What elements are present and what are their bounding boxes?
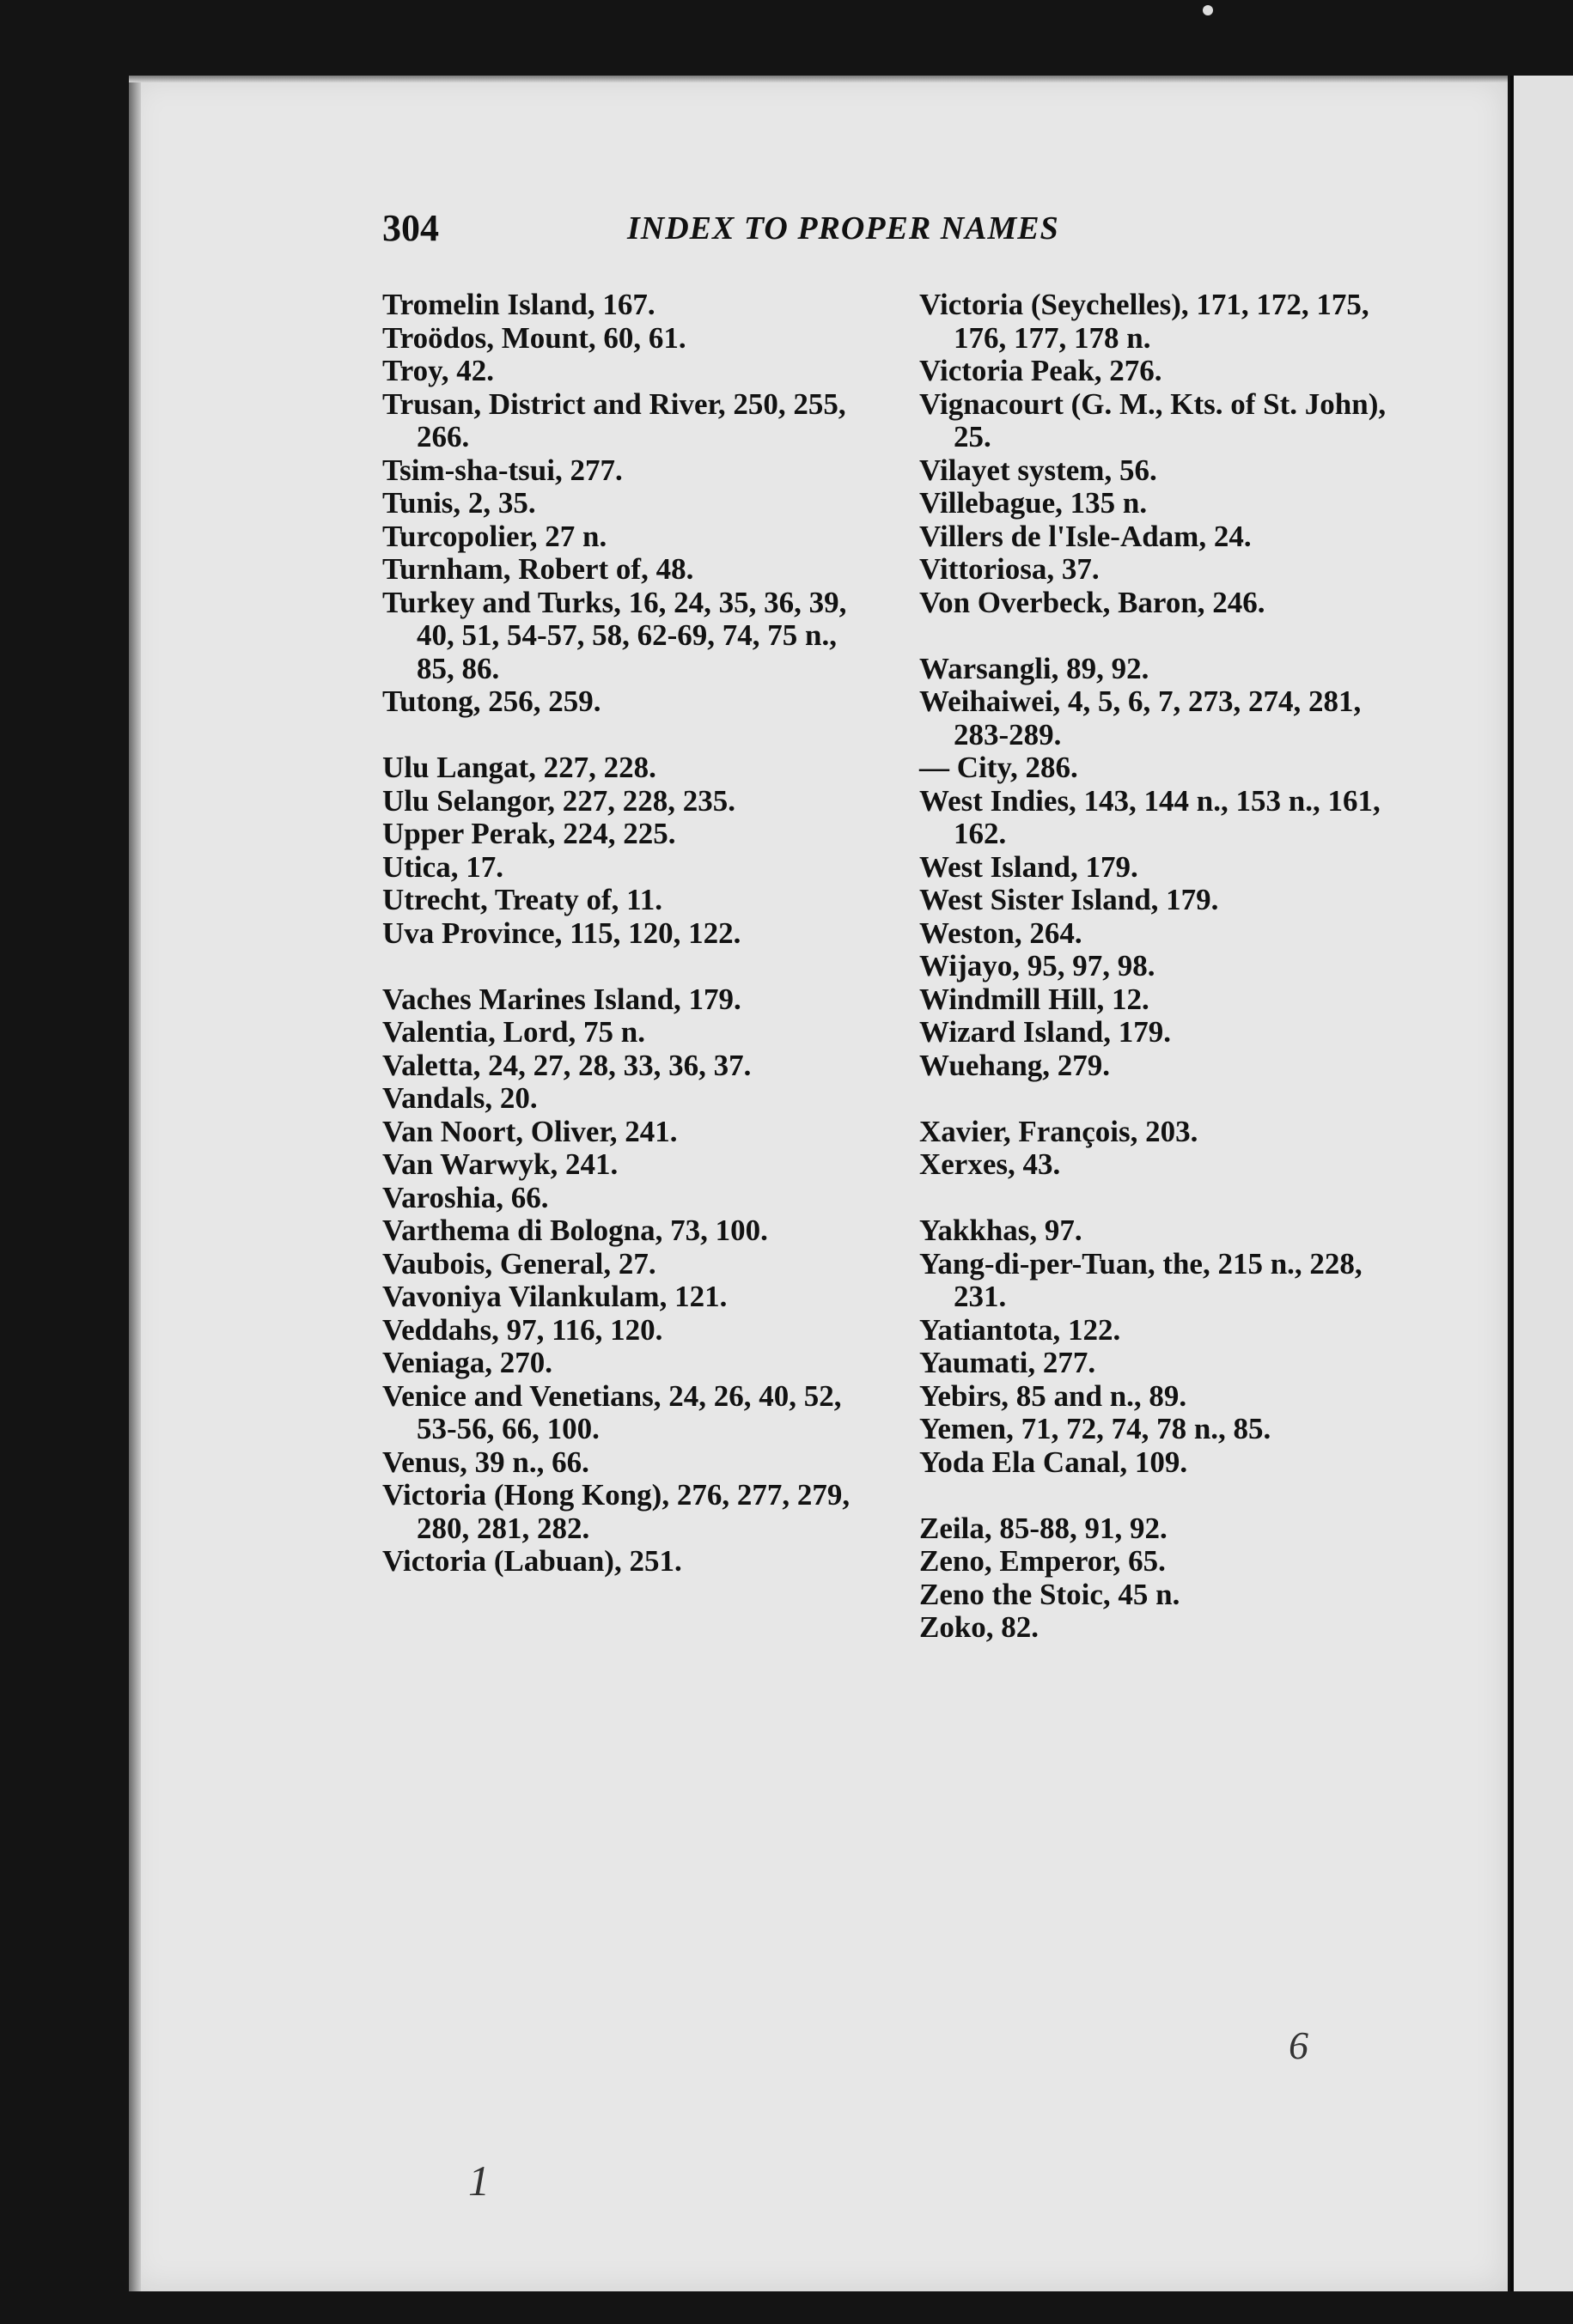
index-entry: West Island, 179.: [919, 849, 1138, 884]
section-gap: [919, 1182, 1413, 1215]
index-entry: Valetta, 24, 27, 28, 33, 36, 37.: [382, 1048, 752, 1082]
index-entry: Vandals, 20.: [382, 1081, 538, 1115]
page-number: 304: [382, 207, 439, 249]
index-entry: Venus, 39 n., 66.: [382, 1445, 589, 1479]
index-entry: Ulu Langat, 227, 228.: [382, 751, 656, 784]
index-entry: Tutong, 256, 259.: [382, 684, 601, 718]
index-entry: Valentia, Lord, 75 n.: [382, 1015, 645, 1049]
running-header: [382, 206, 1173, 258]
page-top-edge: [129, 76, 1508, 82]
index-entry: Yoda Ela Canal, 109.: [919, 1445, 1188, 1479]
index-entry: Weston, 264.: [919, 916, 1082, 950]
index-entry: Van Noort, Oliver, 241.: [382, 1114, 678, 1148]
index-entry: Zeno the Stoic, 45 n.: [919, 1577, 1180, 1611]
index-entry: Vignacourt (G. M., Kts. of St. John), 25.: [919, 386, 1387, 453]
index-entry: Yaumati, 277.: [919, 1346, 1096, 1379]
index-entry: Yakkhas, 97.: [919, 1214, 1082, 1247]
scan-speck: [1203, 5, 1213, 15]
index-entry: Ulu Selangor, 227, 228, 235.: [382, 783, 735, 818]
index-entry: Troy, 42.: [382, 354, 494, 387]
index-entry: Van Warwyk, 241.: [382, 1147, 619, 1181]
index-entry: Warsangli, 89, 92.: [919, 651, 1149, 685]
index-entry: Vittoriosa, 37.: [919, 552, 1100, 586]
index-entry: Vaches Marines Island, 179.: [382, 982, 741, 1016]
index-entry: Varthema di Bologna, 73, 100.: [382, 1214, 768, 1247]
index-entry: — City, 286.: [919, 751, 1078, 784]
index-entry: Vaubois, General, 27.: [382, 1246, 656, 1281]
section-gap: [919, 619, 1413, 653]
index-entry: Von Overbeck, Baron, 246.: [919, 585, 1265, 619]
index-entry: Vilayet system, 56.: [919, 453, 1157, 487]
page-left-edge: [129, 76, 141, 2291]
index-entry: Yang-di-per-Tuan, the, 215 n., 228, 231.: [919, 1246, 1363, 1313]
handwritten-margin-mark: 1: [468, 2157, 490, 2205]
index-entry: Zeno, Emperor, 65.: [919, 1544, 1166, 1578]
index-entry: Wizard Island, 179.: [919, 1015, 1172, 1049]
index-entry: Victoria (Hong Kong), 276, 277, 279, 280, 281, 282.: [382, 1478, 851, 1545]
index-entry: Wijayo, 95, 97, 98.: [919, 949, 1155, 983]
adjacent-page-edge: [1510, 76, 1573, 2291]
index-entry: Villers de l'Isle-Adam, 24.: [919, 519, 1252, 553]
index-entry: Wuehang, 279.: [919, 1048, 1111, 1082]
section-gap: [919, 1479, 1413, 1512]
index-entry: Weihaiwei, 4, 5, 6, 7, 273, 274, 281, 283-289.: [919, 684, 1362, 751]
index-entry: Trusan, District and River, 250, 255, 266.: [382, 386, 846, 453]
index-entry: Zeila, 85-88, 91, 92.: [919, 1511, 1168, 1545]
index-entry: Victoria (Seychelles), 171, 172, 175, 176, 177, 178 n.: [919, 288, 1369, 355]
index-entry: West Indies, 143, 144 n., 153 n., 161, 162.: [919, 783, 1381, 850]
index-entry: Villebague, 135 n.: [919, 486, 1148, 520]
index-entry: Xerxes, 43.: [919, 1147, 1061, 1181]
index-entry: West Sister Island, 179.: [919, 883, 1219, 916]
index-entry: Xavier, François, 203.: [919, 1114, 1198, 1148]
index-entry: Tunis, 2, 35.: [382, 486, 536, 520]
running-title: INDEX TO PROPER NAMES: [627, 210, 1059, 246]
index-entry: Troödos, Mount, 60, 61.: [382, 320, 686, 355]
index-entry: Yemen, 71, 72, 74, 78 n., 85.: [919, 1412, 1271, 1445]
index-entry: Victoria Peak, 276.: [919, 354, 1162, 387]
index-entry: Veddahs, 97, 116, 120.: [382, 1312, 663, 1347]
section-gap: [382, 719, 881, 752]
index-entry: Tromelin Island, 167.: [382, 288, 655, 321]
section-gap: [919, 1082, 1413, 1116]
index-entry: Tsim-sha-tsui, 277.: [382, 453, 623, 487]
section-gap: [382, 950, 881, 983]
index-column-left: [382, 289, 881, 1579]
index-entry: Utica, 17.: [382, 849, 503, 884]
index-entry: Yebirs, 85 and n., 89.: [919, 1378, 1187, 1413]
index-entry: Turnham, Robert of, 48.: [382, 552, 694, 586]
index-entry: Zoko, 82.: [919, 1610, 1040, 1644]
index-entry: Upper Perak, 224, 225.: [382, 817, 676, 850]
index-column-right: [919, 289, 1413, 1645]
index-entry: Windmill Hill, 12.: [919, 982, 1149, 1016]
index-entry: Utrecht, Treaty of, 11.: [382, 883, 662, 916]
index-entry: Venice and Venetians, 24, 26, 40, 52, 53-56, 66, 100.: [382, 1378, 842, 1445]
index-entry: Turcopolier, 27 n.: [382, 519, 607, 553]
index-entry: Turkey and Turks, 16, 24, 35, 36, 39, 40, 51, 54-57, 58, 62-69, 74, 75 n., 85, 86.: [382, 585, 847, 685]
handwritten-margin-mark: 6: [1289, 2023, 1308, 2067]
index-entry: Veniaga, 270.: [382, 1346, 553, 1379]
index-entry: Varoshia, 66.: [382, 1180, 549, 1214]
index-entry: Yatiantota, 122.: [919, 1312, 1121, 1347]
index-entry: Uva Province, 115, 120, 122.: [382, 916, 741, 950]
index-entry: Vavoniya Vilankulam, 121.: [382, 1280, 728, 1313]
index-entry: Victoria (Labuan), 251.: [382, 1544, 682, 1578]
